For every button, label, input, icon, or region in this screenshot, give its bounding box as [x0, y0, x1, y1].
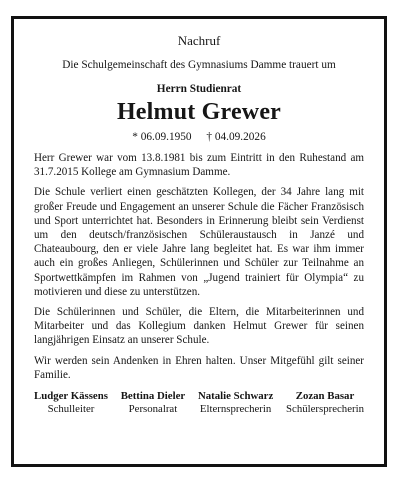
deceased-title: Herrn Studienrat — [156, 83, 242, 95]
signatory-role: Schülersprecherin — [286, 403, 364, 416]
intro-line: Die Schulgemeinschaft des Gymnasiums Damme trauert um — [62, 59, 336, 71]
death-date: † 04.09.2026 — [206, 131, 266, 143]
signatory-name: Natalie Schwarz — [197, 390, 274, 403]
signatory-name: Ludger Kässens — [34, 390, 108, 403]
signatories — [34, 390, 364, 416]
signatory — [198, 390, 273, 416]
signatory-role: Elternsprecherin — [199, 403, 272, 416]
paragraph-service: Herr Grewer war vom 13.8.1981 bis zum Eintritt in den Ruhestand am 31.7.2015 Kollege am Gymnasium Damme. — [34, 152, 364, 179]
deceased-name: Helmut Grewer — [116, 99, 282, 125]
obituary-notice — [11, 16, 387, 467]
signatory — [286, 390, 364, 416]
signatory — [121, 390, 185, 416]
paragraph-merits: Die Schule verliert einen geschätzten Kollegen, der 34 Jahre lang mit großer Freude und Engagement an unserer Schule die Fächer Französisch und Sport unterrichtet hat. Besonders in Erinnerung bleibt sein Verdienst um den deutsch/französischen Schüleraustausch in Janzé und Chateaubourg, den er viele Jahre lang begleitet hat. Es war ihm immer auch ein großes Anliegen, Schülerinnen und Schüler zur Teilnahme an Sportwettkämpfen im Rahmen von „Jugend trainiert für Olympia“ zu motivieren und diese zu unterstützen. — [34, 186, 364, 298]
signatory-name: Bettina Dieler — [120, 390, 186, 403]
paragraph-thanks: Die Schülerinnen und Schüler, die Eltern, die Mitarbeiterinnen und Mitarbeiter und das Kollegium danken Helmut Grewer für seinen langjährigen Einsatz an unserer Schule. — [34, 306, 364, 347]
signatory — [34, 390, 108, 416]
paragraph-condolence: Wir werden sein Andenken in Ehren halten. Unser Mitgefühl gilt seiner Familie. — [34, 354, 364, 381]
notice-body — [34, 151, 364, 382]
birth-date: * 06.09.1950 — [132, 131, 192, 143]
signatory-role: Personalrat — [128, 403, 178, 416]
notice-content — [34, 33, 364, 416]
signatory-role: Schulleiter — [47, 403, 95, 416]
signatory-name: Zozan Basar — [295, 390, 355, 403]
life-dates — [34, 130, 364, 144]
notice-heading: Nachruf — [177, 33, 221, 48]
